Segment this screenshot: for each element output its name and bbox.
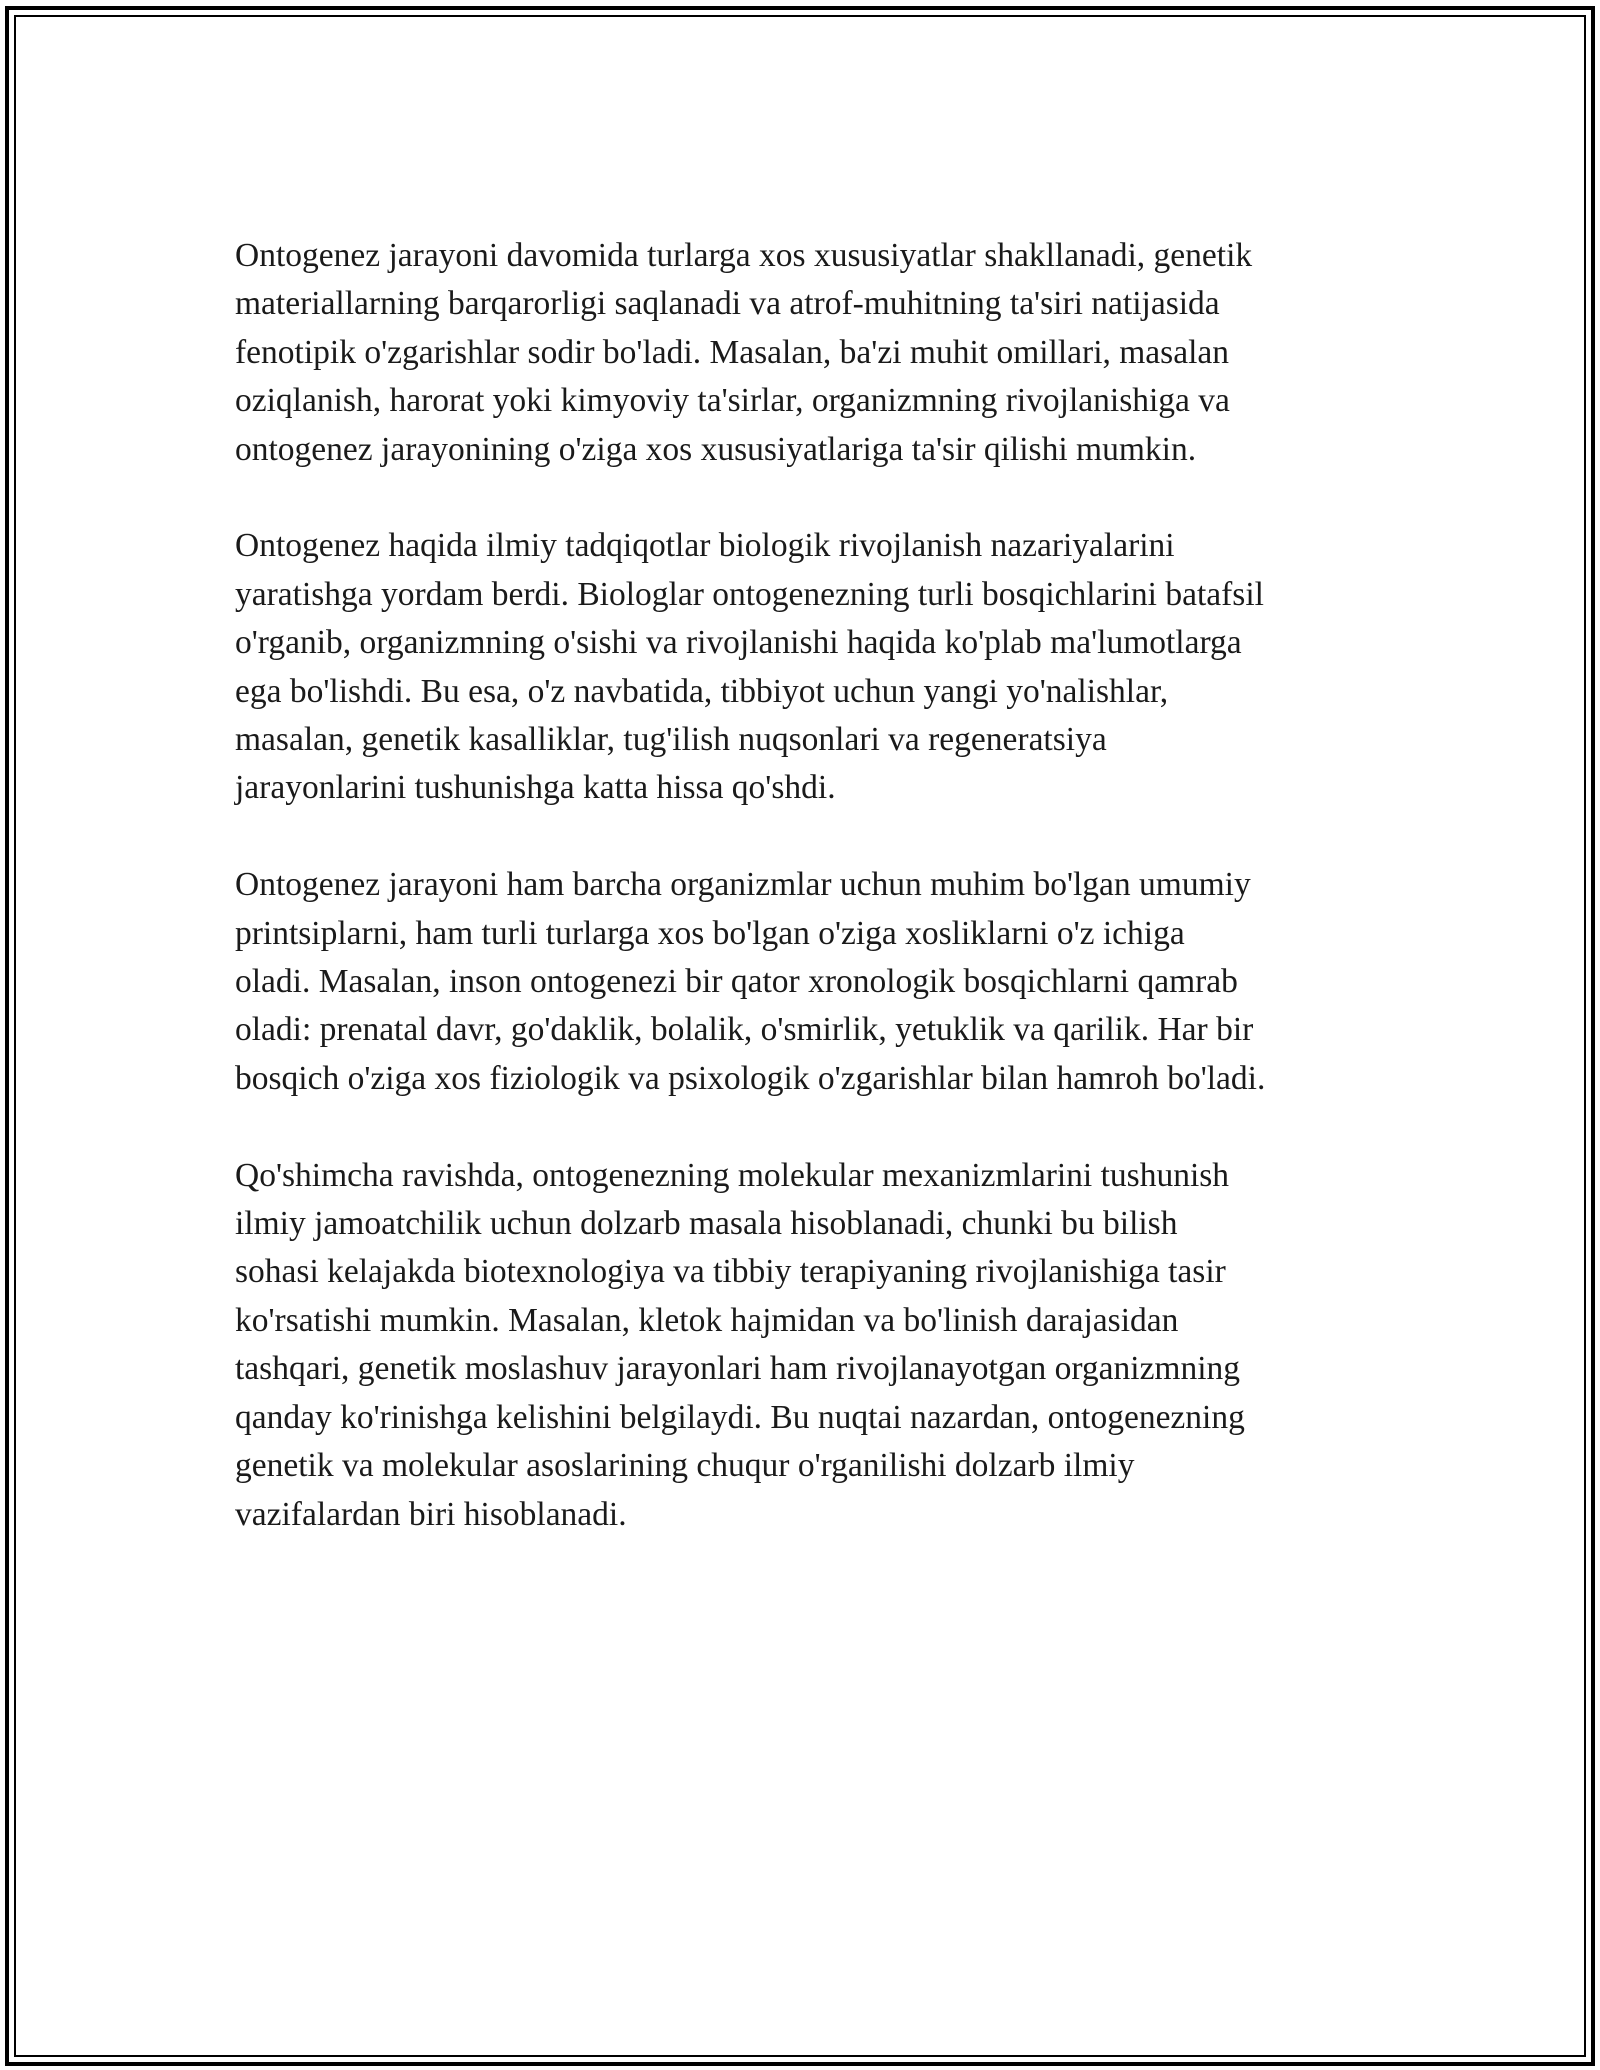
paragraph-1 bbox=[235, 232, 1395, 474]
text-line: fenotipik o'zgarishlar sodir bo'ladi. Masalan, ba'zi muhit omillari, masalan bbox=[235, 333, 1230, 371]
text-line: ontogenez jarayonining o'ziga xos xususiyatlariga ta'sir qilishi mumkin. bbox=[235, 430, 1197, 468]
paragraph-3 bbox=[235, 861, 1395, 1103]
text-line: bosqich o'ziga xos fiziologik va psixologik o'zgarishlar bilan hamroh bo'ladi. bbox=[235, 1059, 1266, 1097]
text-line: yaratishga yordam berdi. Biologlar ontogenezning turli bosqichlarini batafsil bbox=[235, 575, 1264, 613]
text-line: ilmiy jamoatchilik uchun dolzarb masala hisoblanadi, chunki bu bilish bbox=[235, 1205, 1178, 1243]
text-line: Ontogenez jarayoni davomida turlarga xos xususiyatlar shakllanadi, genetik bbox=[235, 237, 1253, 274]
text-line: sohasi kelajakda biotexnologiya va tibbiy terapiyaning rivojlanishiga tasir bbox=[235, 1253, 1226, 1291]
text-line: masalan, genetik kasalliklar, tug'ilish nuqsonlari va regeneratsiya bbox=[235, 721, 1107, 759]
text-line: tashqari, genetik moslashuv jarayonlari ham rivojlanayotgan organizmning bbox=[235, 1350, 1241, 1388]
text-line: o'rganib, organizmning o'sishi va rivojlanishi haqida ko'plab ma'lumotlarga bbox=[235, 624, 1242, 662]
text-line: printsiplarni, ham turli turlarga xos bo'lgan o'ziga xosliklarni o'z ichiga bbox=[235, 914, 1185, 952]
paragraph-2 bbox=[235, 522, 1395, 812]
text-line: oladi. Masalan, inson ontogenezi bir qator xronologik bosqichlarni qamrab bbox=[235, 963, 1238, 1001]
text-line: Ontogenez jarayoni ham barcha organizmlar uchun muhim bo'lgan umumiy bbox=[235, 866, 1251, 904]
text-line: ega bo'lishdi. Bu esa, o'z navbatida, tibbiyot uchun yangi yo'nalishlar, bbox=[235, 672, 1169, 710]
text-line: materiallarning barqarorligi saqlanadi va atrof-muhitning ta'siri natijasida bbox=[235, 285, 1220, 323]
text-line: genetik va molekular asoslarining chuqur o'rganilishi dolzarb ilmiy bbox=[235, 1447, 1135, 1485]
text-line: qanday ko'rinishga kelishini belgilaydi. Bu nuqtai nazardan, ontogenezning bbox=[235, 1398, 1245, 1436]
paragraph-4 bbox=[235, 1152, 1395, 1539]
document-body bbox=[235, 232, 1395, 1587]
text-line: ko'rsatishi mumkin. Masalan, kletok hajmidan va bo'linish darajasidan bbox=[235, 1301, 1179, 1339]
text-line: Qo'shimcha ravishda, ontogenezning molekular mexanizmlarini tushunish bbox=[235, 1156, 1230, 1194]
text-line: Ontogenez haqida ilmiy tadqiqotlar biologik rivojlanish nazariyalarini bbox=[235, 527, 1175, 565]
text-line: vazifalardan biri hisoblanadi. bbox=[235, 1495, 627, 1533]
text-line: oziqlanish, harorat yoki kimyoviy ta'sirlar, organizmning rivojlanishiga va bbox=[235, 382, 1230, 420]
text-line: jarayonlarini tushunishga katta hissa qo'shdi. bbox=[235, 769, 836, 807]
text-line: oladi: prenatal davr, go'daklik, bolalik, o'smirlik, yetuklik va qarilik. Har bir bbox=[235, 1011, 1254, 1049]
